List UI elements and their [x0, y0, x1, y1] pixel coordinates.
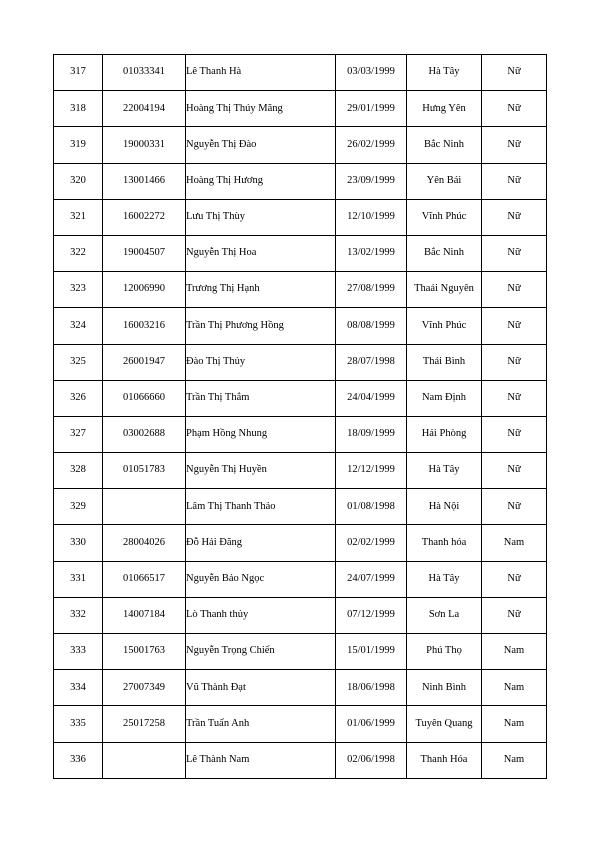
cell-full-name: Đỗ Hải Đăng	[186, 525, 336, 561]
cell-province: Thái Bình	[407, 344, 482, 380]
cell-full-name: Trương Thị Hạnh	[186, 272, 336, 308]
cell-registration-number: 12006990	[103, 272, 186, 308]
cell-province: Thanh hóa	[407, 525, 482, 561]
cell-stt: 326	[54, 380, 103, 416]
cell-province: Sơn La	[407, 597, 482, 633]
cell-registration-number: 01066660	[103, 380, 186, 416]
cell-registration-number: 16002272	[103, 199, 186, 235]
cell-registration-number: 16003216	[103, 308, 186, 344]
cell-registration-number: 27007349	[103, 670, 186, 706]
cell-full-name: Nguyễn Bảo Ngọc	[186, 561, 336, 597]
cell-stt: 320	[54, 163, 103, 199]
cell-date-of-birth: 02/02/1999	[336, 525, 407, 561]
cell-gender: Nữ	[482, 597, 547, 633]
table-row	[54, 706, 547, 742]
table-row	[54, 163, 547, 199]
cell-registration-number: 01066517	[103, 561, 186, 597]
cell-stt: 335	[54, 706, 103, 742]
table-row	[54, 525, 547, 561]
cell-registration-number: 19004507	[103, 235, 186, 271]
cell-date-of-birth: 01/08/1998	[336, 489, 407, 525]
cell-gender: Nữ	[482, 416, 547, 452]
cell-gender: Nữ	[482, 199, 547, 235]
table-row	[54, 344, 547, 380]
cell-date-of-birth: 29/01/1999	[336, 91, 407, 127]
table-row	[54, 634, 547, 670]
cell-gender: Nữ	[482, 127, 547, 163]
cell-registration-number: 15001763	[103, 634, 186, 670]
cell-gender: Nữ	[482, 561, 547, 597]
cell-registration-number: 01033341	[103, 55, 186, 91]
cell-date-of-birth: 23/09/1999	[336, 163, 407, 199]
cell-stt: 325	[54, 344, 103, 380]
table-row	[54, 272, 547, 308]
cell-stt: 330	[54, 525, 103, 561]
cell-province: Nam Định	[407, 380, 482, 416]
cell-full-name: Lưu Thị Thùy	[186, 199, 336, 235]
table-row	[54, 199, 547, 235]
cell-stt: 327	[54, 416, 103, 452]
cell-gender: Nam	[482, 525, 547, 561]
table-row	[54, 489, 547, 525]
cell-stt: 332	[54, 597, 103, 633]
cell-province: Hà Nội	[407, 489, 482, 525]
cell-registration-number: 14007184	[103, 597, 186, 633]
cell-stt: 317	[54, 55, 103, 91]
table-row	[54, 670, 547, 706]
cell-registration-number: 28004026	[103, 525, 186, 561]
table-row	[54, 127, 547, 163]
cell-date-of-birth: 18/09/1999	[336, 416, 407, 452]
cell-full-name: Hoàng Thị Hương	[186, 163, 336, 199]
cell-province: Vĩnh Phúc	[407, 199, 482, 235]
cell-stt: 329	[54, 489, 103, 525]
cell-full-name: Nguyễn Thị Huyền	[186, 453, 336, 489]
cell-date-of-birth: 26/02/1999	[336, 127, 407, 163]
cell-date-of-birth: 13/02/1999	[336, 235, 407, 271]
cell-gender: Nam	[482, 706, 547, 742]
cell-registration-number: 22004194	[103, 91, 186, 127]
table-row	[54, 416, 547, 452]
cell-stt: 324	[54, 308, 103, 344]
cell-registration-number: 19000331	[103, 127, 186, 163]
table-row	[54, 235, 547, 271]
cell-date-of-birth: 02/06/1998	[336, 742, 407, 778]
cell-province: Bắc Ninh	[407, 127, 482, 163]
cell-stt: 321	[54, 199, 103, 235]
cell-province: Thaái Nguyên	[407, 272, 482, 308]
table-row	[54, 742, 547, 778]
cell-registration-number	[103, 489, 186, 525]
cell-gender: Nữ	[482, 91, 547, 127]
cell-gender: Nữ	[482, 380, 547, 416]
table-row	[54, 308, 547, 344]
cell-full-name: Lê Thành Nam	[186, 742, 336, 778]
cell-province: Tuyên Quang	[407, 706, 482, 742]
cell-registration-number: 13001466	[103, 163, 186, 199]
cell-full-name: Lê Thanh Hà	[186, 55, 336, 91]
cell-date-of-birth: 24/07/1999	[336, 561, 407, 597]
cell-province: Yên Bái	[407, 163, 482, 199]
cell-full-name: Trần Thị Phương Hồng	[186, 308, 336, 344]
cell-stt: 334	[54, 670, 103, 706]
cell-date-of-birth: 18/06/1998	[336, 670, 407, 706]
cell-gender: Nam	[482, 742, 547, 778]
cell-full-name: Nguyễn Thị Đào	[186, 127, 336, 163]
cell-date-of-birth: 07/12/1999	[336, 597, 407, 633]
cell-stt: 322	[54, 235, 103, 271]
cell-stt: 318	[54, 91, 103, 127]
document-page	[53, 54, 542, 779]
cell-stt: 333	[54, 634, 103, 670]
cell-registration-number: 26001947	[103, 344, 186, 380]
cell-date-of-birth: 08/08/1999	[336, 308, 407, 344]
cell-date-of-birth: 12/10/1999	[336, 199, 407, 235]
table-row	[54, 597, 547, 633]
cell-full-name: Trần Thị Thắm	[186, 380, 336, 416]
cell-registration-number: 01051783	[103, 453, 186, 489]
cell-gender: Nữ	[482, 235, 547, 271]
table-row	[54, 91, 547, 127]
cell-date-of-birth: 12/12/1999	[336, 453, 407, 489]
cell-gender: Nữ	[482, 308, 547, 344]
cell-date-of-birth: 27/08/1999	[336, 272, 407, 308]
cell-date-of-birth: 15/01/1999	[336, 634, 407, 670]
table-row	[54, 561, 547, 597]
cell-gender: Nữ	[482, 55, 547, 91]
roster-table-body	[54, 55, 547, 779]
cell-date-of-birth: 24/04/1999	[336, 380, 407, 416]
cell-province: Hà Tây	[407, 453, 482, 489]
table-row	[54, 380, 547, 416]
cell-province: Phú Thọ	[407, 634, 482, 670]
cell-registration-number: 03002688	[103, 416, 186, 452]
cell-province: Vĩnh Phúc	[407, 308, 482, 344]
cell-stt: 319	[54, 127, 103, 163]
cell-gender: Nữ	[482, 163, 547, 199]
cell-gender: Nữ	[482, 344, 547, 380]
cell-full-name: Phạm Hồng Nhung	[186, 416, 336, 452]
cell-province: Ninh Bình	[407, 670, 482, 706]
cell-province: Hải Phòng	[407, 416, 482, 452]
cell-full-name: Nguyễn Thị Hoa	[186, 235, 336, 271]
cell-stt: 336	[54, 742, 103, 778]
cell-province: Hà Tây	[407, 55, 482, 91]
cell-gender: Nữ	[482, 453, 547, 489]
cell-province: Thanh Hóa	[407, 742, 482, 778]
cell-full-name: Lò Thanh thủy	[186, 597, 336, 633]
cell-full-name: Đào Thị Thủy	[186, 344, 336, 380]
cell-stt: 331	[54, 561, 103, 597]
cell-registration-number: 25017258	[103, 706, 186, 742]
student-roster-table	[53, 54, 547, 779]
cell-date-of-birth: 28/07/1998	[336, 344, 407, 380]
cell-registration-number	[103, 742, 186, 778]
cell-stt: 328	[54, 453, 103, 489]
cell-province: Bắc Ninh	[407, 235, 482, 271]
cell-date-of-birth: 03/03/1999	[336, 55, 407, 91]
cell-full-name: Trần Tuấn Anh	[186, 706, 336, 742]
cell-province: Hà Tây	[407, 561, 482, 597]
cell-gender: Nam	[482, 670, 547, 706]
cell-province: Hưng Yên	[407, 91, 482, 127]
table-row	[54, 55, 547, 91]
cell-gender: Nữ	[482, 489, 547, 525]
table-row	[54, 453, 547, 489]
cell-full-name: Vũ Thành Đạt	[186, 670, 336, 706]
cell-date-of-birth: 01/06/1999	[336, 706, 407, 742]
cell-full-name: Lâm Thị Thanh Thảo	[186, 489, 336, 525]
cell-gender: Nữ	[482, 272, 547, 308]
cell-gender: Nam	[482, 634, 547, 670]
cell-full-name: Nguyễn Trọng Chiến	[186, 634, 336, 670]
cell-stt: 323	[54, 272, 103, 308]
cell-full-name: Hoàng Thị Thúy Măng	[186, 91, 336, 127]
